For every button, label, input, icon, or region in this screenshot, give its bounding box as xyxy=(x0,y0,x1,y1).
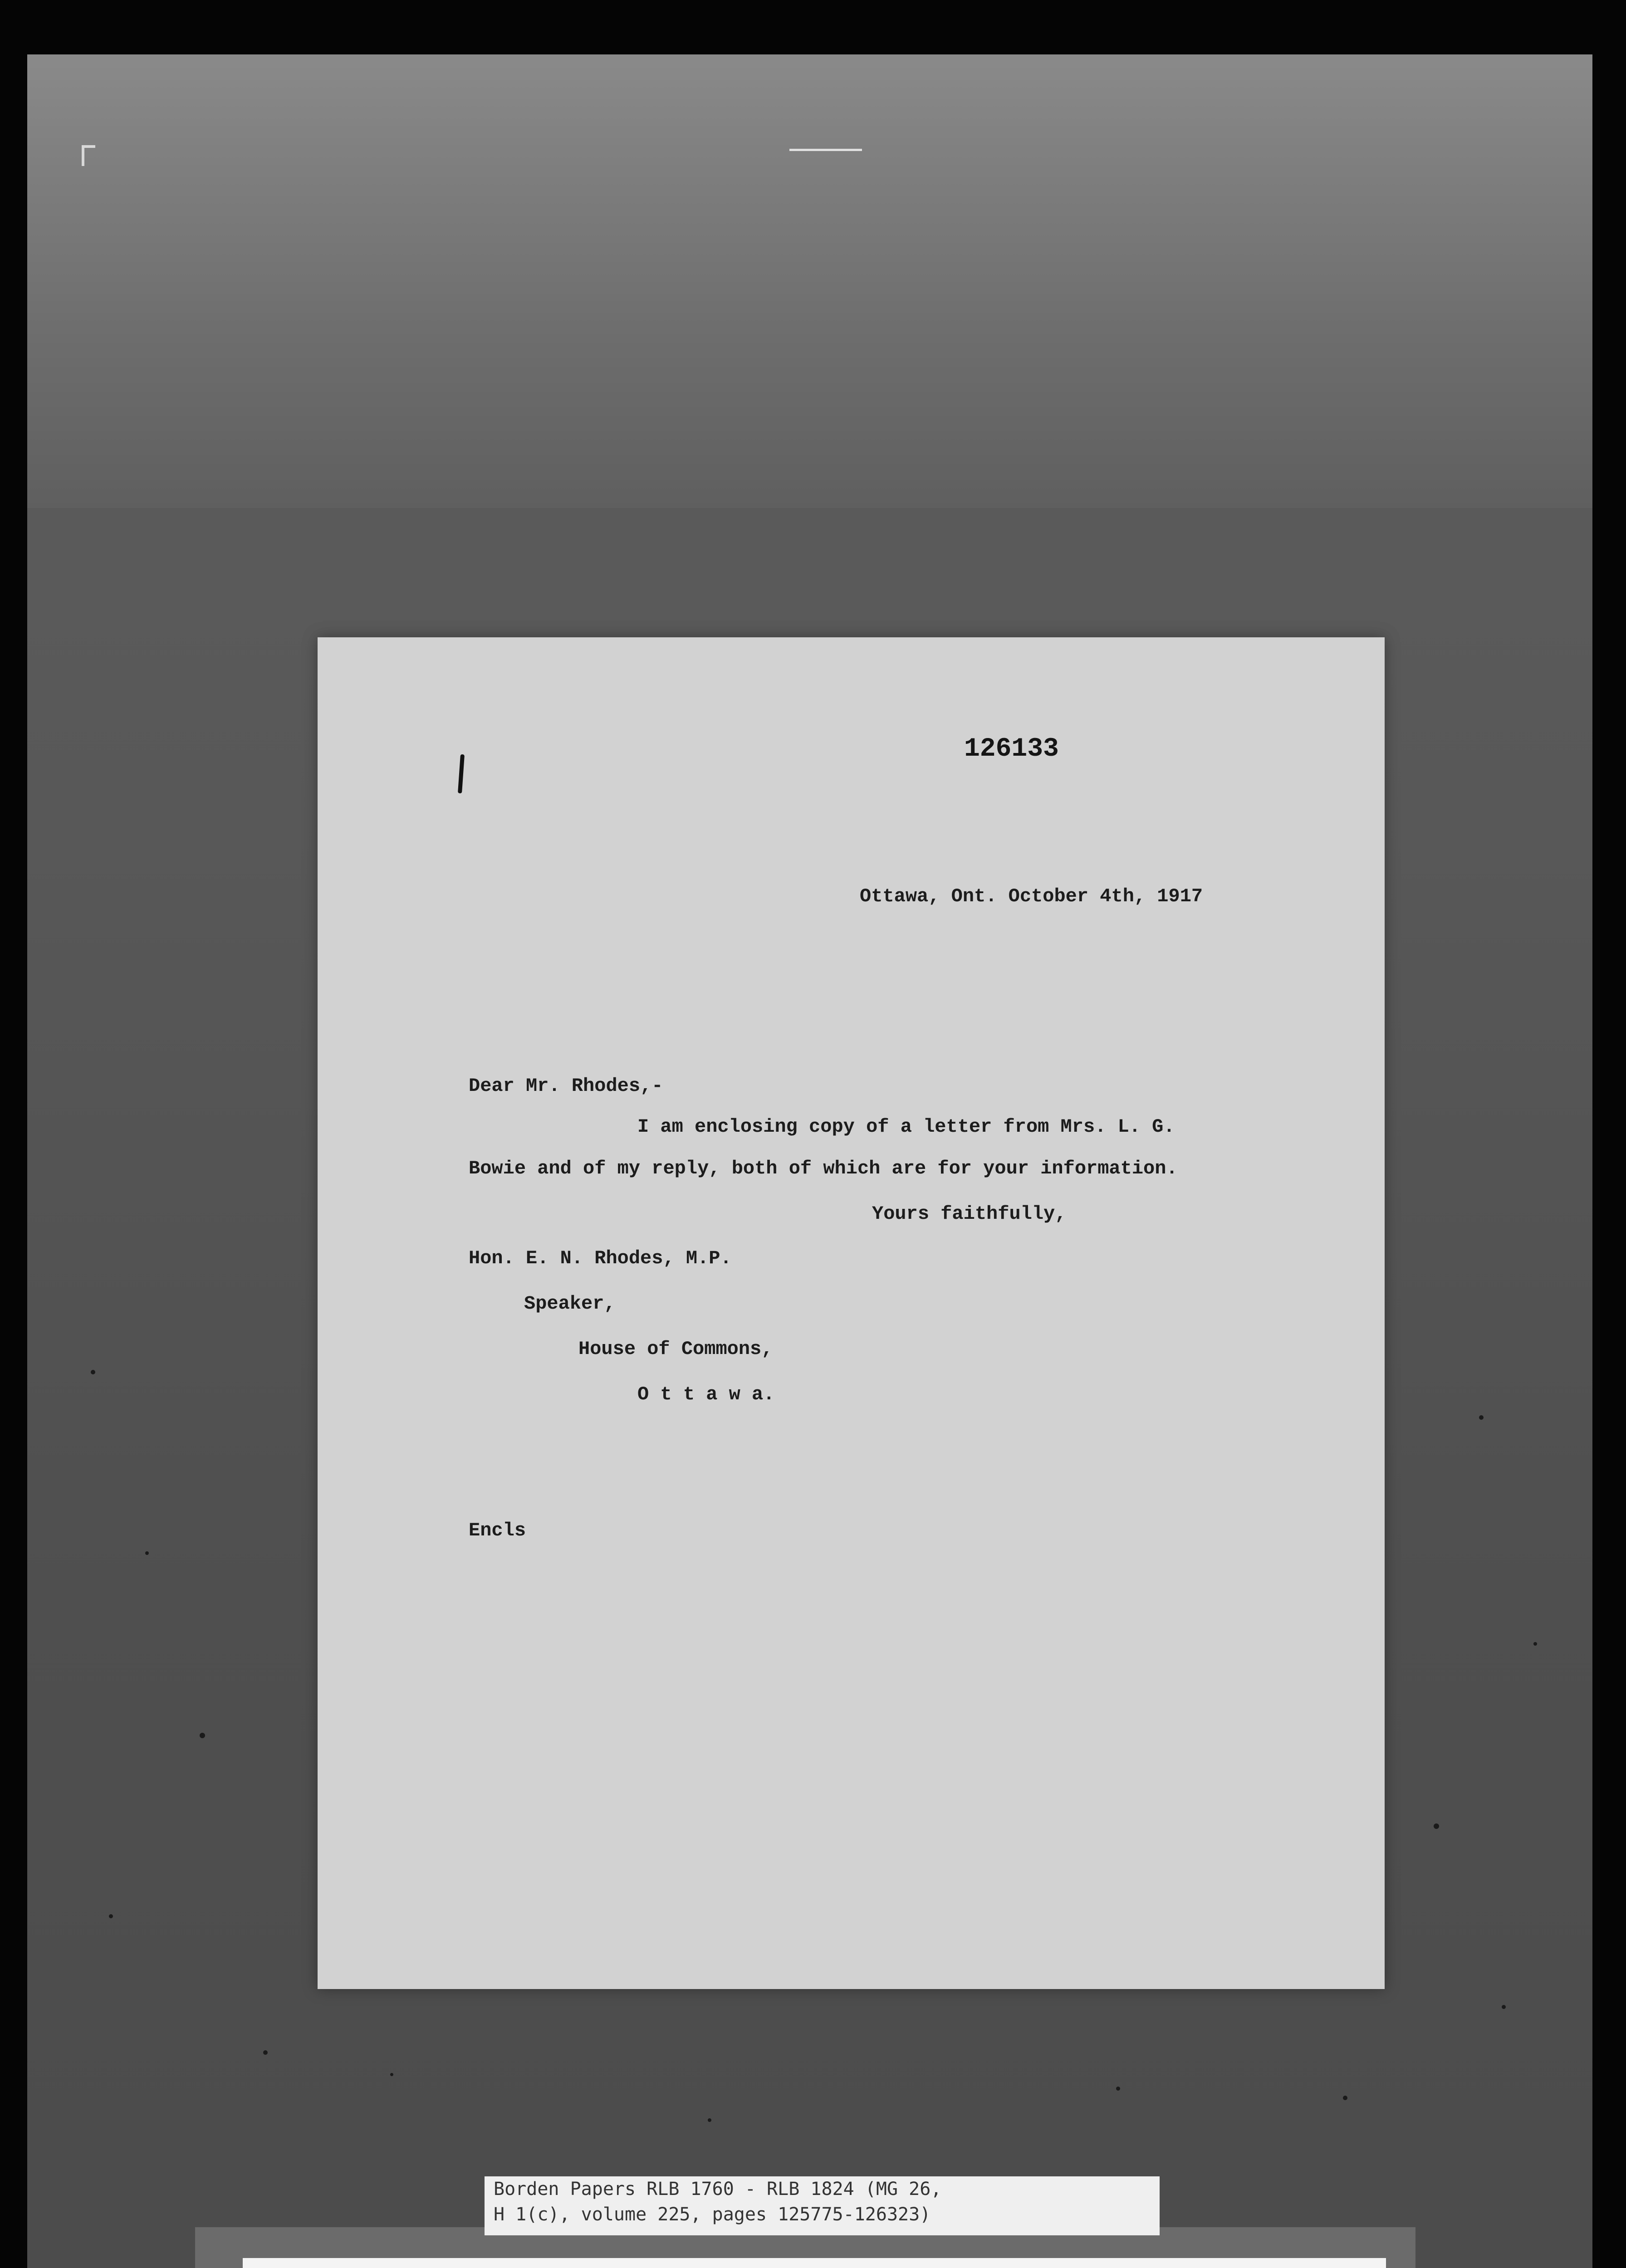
caption-line-2: H 1(c), volume 225, pages 125775-126323) xyxy=(494,2204,931,2225)
film-speck xyxy=(145,1551,149,1555)
enclosure-note: Encls xyxy=(469,1520,526,1541)
film-speck xyxy=(109,1914,113,1918)
caption-line-1: Borden Papers RLB 1760 - RLB 1824 (MG 26, xyxy=(494,2179,942,2200)
film-speck xyxy=(390,2073,393,2076)
salutation: Dear Mr. Rhodes,- xyxy=(469,1075,663,1097)
closing: Yours faithfully, xyxy=(872,1203,1067,1225)
film-speck xyxy=(1343,2096,1347,2100)
film-speck xyxy=(1434,1823,1439,1829)
letter-page xyxy=(318,637,1385,1989)
film-speck xyxy=(1502,2005,1506,2009)
corner-registration-mark xyxy=(82,145,95,166)
margin-tick-mark xyxy=(458,754,465,793)
archives-stamp xyxy=(243,2258,1386,2268)
upper-background-panel xyxy=(27,54,1592,508)
recipient-city: O t t a w a. xyxy=(637,1383,775,1405)
letter-date: Ottawa, Ont. October 4th, 1917 xyxy=(860,885,1203,907)
top-dash-mark xyxy=(789,149,862,151)
reel-caption xyxy=(485,2176,1160,2235)
recipient-title: Speaker, xyxy=(524,1293,616,1315)
film-speck xyxy=(1533,1642,1537,1646)
film-speck xyxy=(200,1733,205,1738)
film-speck xyxy=(91,1370,95,1374)
document-number: 126133 xyxy=(964,734,1059,764)
film-speck xyxy=(1479,1415,1484,1420)
body-line-1: I am enclosing copy of a letter from Mrs. L. G. xyxy=(637,1116,1175,1138)
recipient-name: Hon. E. N. Rhodes, M.P. xyxy=(469,1247,732,1269)
recipient-org: House of Commons, xyxy=(578,1338,773,1360)
film-speck xyxy=(708,2118,711,2122)
film-speck xyxy=(1116,2087,1120,2091)
body-line-2: Bowie and of my reply, both of which are for your information. xyxy=(469,1158,1178,1179)
film-speck xyxy=(263,2050,268,2055)
